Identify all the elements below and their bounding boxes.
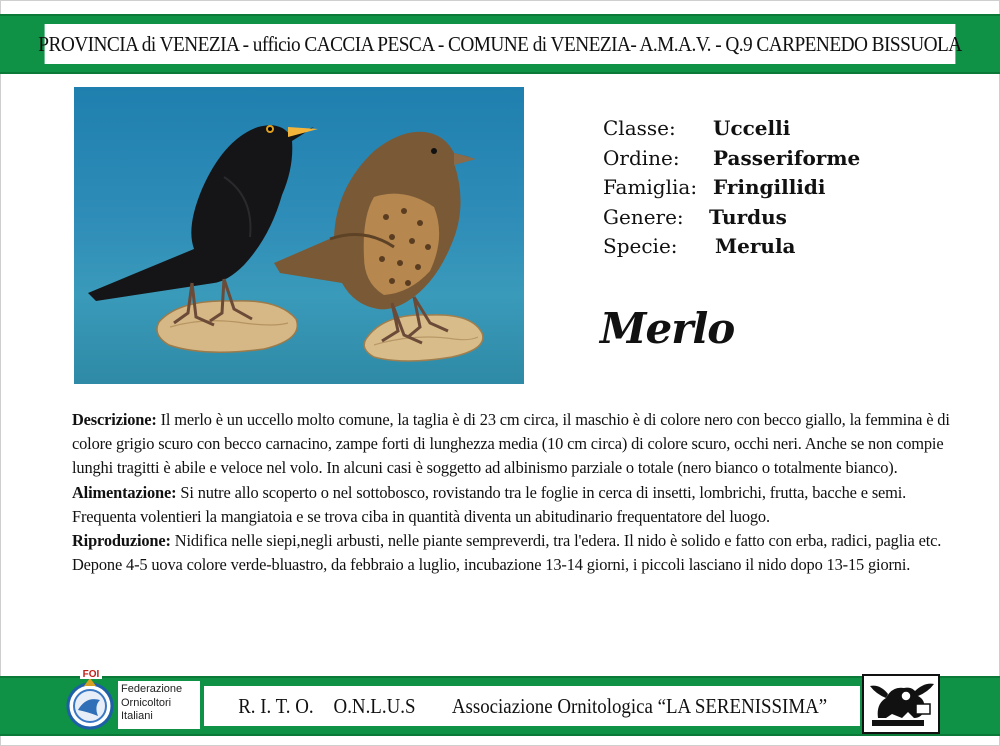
header-banner [0,14,1000,74]
footer-association: Associazione Ornitologica “LA SERENISSIMA” [451,693,828,718]
section-heading: Riproduzione: [72,531,171,551]
taxonomy-label: Famiglia: [603,175,698,199]
blackbird-pair-image [74,87,524,384]
section-alimentazione [72,481,972,529]
footer-onlus: O.N.L.U.S [333,693,416,718]
taxonomy-label: Ordine: [603,145,680,170]
taxonomy-label: Classe: [603,116,676,140]
taxonomy-value: Passeriforme [713,145,861,170]
common-name-title: Merlo [600,304,735,353]
section-text: Il merlo è un uccello molto comune, la taglia è di 23 cm circa, il maschio è di colore nero con becco giallo, la femmina è di colore grigio scuro con becco carnacino, zampe forti di lunghezza media (10 cm circa) di colore scuro, occhi neri. Anche se non compie lunghi tragitti è abile e veloce nel volo. In alcuni casi è soggetto ad albinismo parziale o totale (nero bianco o totalmente bianco). [72,410,950,478]
taxonomy-row-classe [603,114,983,144]
taxonomy-label: Specie: [603,234,678,258]
female-blackbird [274,132,476,343]
taxonomy-value: Fringillidi [713,175,826,199]
section-heading: Alimentazione: [72,482,177,502]
section-heading: Descrizione: [72,410,157,429]
footer-rito: R. I. T. O. [238,693,314,718]
foi-logo-text: FOI [82,669,100,680]
taxonomy-row-specie [603,232,983,262]
section-text: Si nutre allo scoperto o nel sottobosco, rovistando tra le foglie in cerca di insetti, lombrichi, frutta, bacche e semi. Frequenta volentieri la mangiatoia e se trova ciba in quantità diventa un abitudinario frequentatore del luogo. [72,482,907,526]
description-body [72,408,972,577]
federation-line: Italiani [121,710,153,722]
federation-line: Federazione [121,683,183,695]
header-title: PROVINCIA di VENEZIA - ufficio CACCIA PESCA - COMUNE di VENEZIA- A.M.A.V. - Q.9 CARPENEDO BISSUOLA [45,24,956,64]
taxonomy-row-genere [603,203,983,233]
taxonomy-label: Genere: [603,204,684,229]
section-text: Nidifica nelle siepi,negli arbusti, nelle piante sempreverdi, tra l'edera. Il nido è solido e fatto con erba, radici, paglia etc. Depone 4-5 uova colore verde-bluastro, da febbraio a luglio, incubazione 13-14 giorni, i piccoli lasciano il nido dopo 13-15 giorni. [72,531,942,575]
federation-label [118,681,200,729]
federation-line: Ornicoltori [121,696,172,709]
taxonomy-list [603,114,983,262]
taxonomy-value: Turdus [709,204,787,229]
taxonomy-row-ordine [603,144,983,174]
male-blackbird [88,125,318,325]
footer-text-box [204,686,860,726]
bird-photo [74,87,524,384]
section-riproduzione [72,529,972,577]
lion-of-st-mark-icon [862,674,940,734]
taxonomy-value: Merula [715,234,796,258]
taxonomy-row-famiglia [603,173,983,203]
taxonomy-value: Uccelli [713,116,791,140]
section-descrizione [72,408,972,481]
